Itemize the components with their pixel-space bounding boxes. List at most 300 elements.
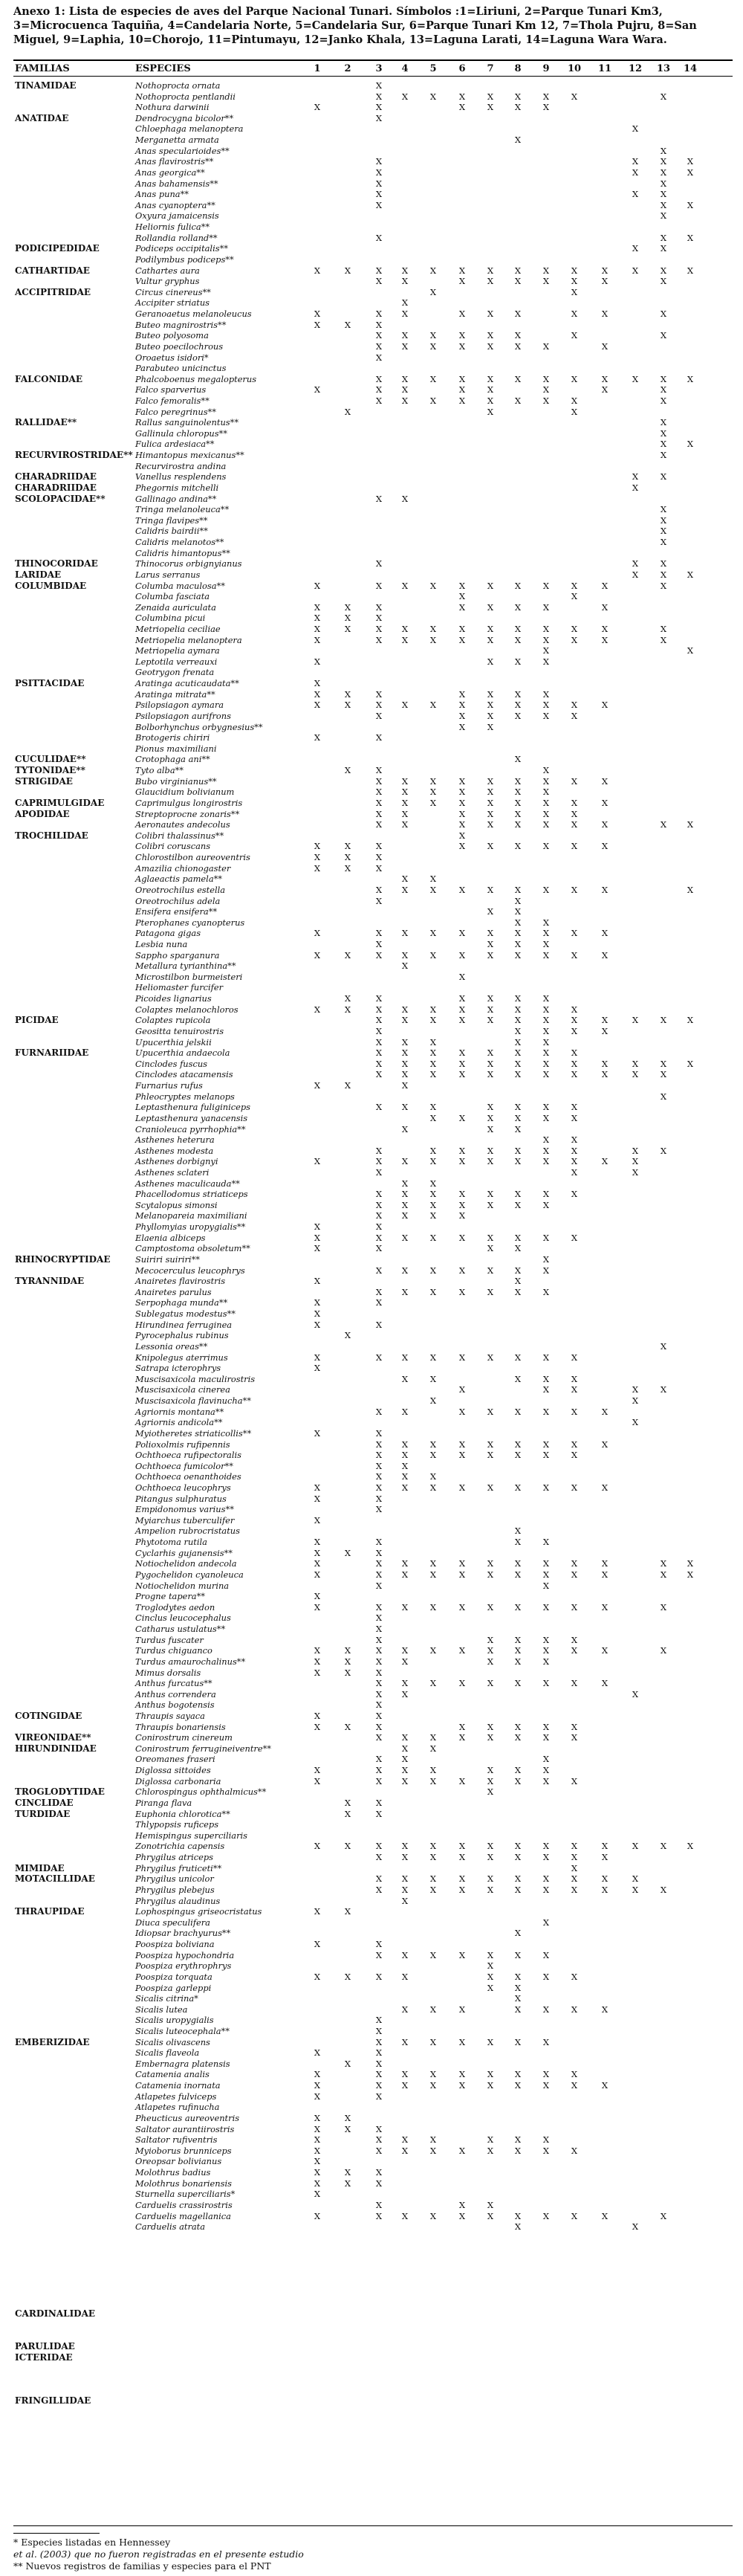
species-name: Ochthoeca fumicolor** — [135, 1460, 233, 1471]
presence-mark-site-5: X — [429, 1265, 437, 1276]
presence-mark-site-7: X — [487, 688, 494, 700]
presence-mark-site-9: X — [542, 1352, 550, 1363]
presence-mark-site-9: X — [542, 841, 550, 852]
presence-mark-site-4: X — [401, 775, 409, 787]
presence-mark-site-5: X — [429, 1569, 437, 1580]
presence-mark-site-3: X — [375, 373, 383, 384]
presence-mark-site-13: X — [660, 384, 667, 396]
species-name: Ochthoeca leucophrys — [135, 1482, 231, 1493]
presence-mark-site-3: X — [375, 1156, 383, 1167]
species-name: Hemispingus superciliaris — [135, 1830, 248, 1841]
species-name: Scytalopus simonsi — [135, 1199, 218, 1210]
family-label: TROGLODYTIDAE — [15, 1786, 105, 1798]
presence-mark-site-10: X — [571, 1145, 578, 1156]
presence-mark-site-6: X — [458, 949, 466, 961]
species-name: Aeronautes andecolus — [135, 819, 230, 830]
species-name: Cranioleuca pyrrhophia** — [135, 1123, 246, 1134]
table-bottom-rule — [13, 2525, 733, 2526]
presence-mark-site-7: X — [487, 1047, 494, 1059]
presence-mark-site-11: X — [601, 265, 609, 276]
presence-mark-site-4: X — [401, 297, 409, 309]
family-label: APODIDAE — [15, 808, 70, 819]
presence-mark-site-7: X — [487, 1145, 494, 1156]
presence-mark-site-9: X — [542, 1134, 550, 1146]
presence-mark-site-13: X — [660, 558, 667, 569]
presence-mark-site-10: X — [571, 1373, 578, 1384]
presence-mark-site-7: X — [487, 102, 494, 113]
species-name: Catamenia inornata — [135, 2080, 221, 2091]
presence-mark-site-5: X — [429, 884, 437, 895]
presence-mark-site-3: X — [375, 1645, 383, 1656]
presence-mark-site-5: X — [429, 1873, 437, 1885]
site-header-2: 2 — [344, 63, 351, 74]
presence-mark-site-13: X — [660, 439, 667, 450]
species-name: Thraupis sayaca — [135, 1711, 205, 1721]
presence-mark-site-1: X — [314, 2189, 321, 2200]
presence-mark-site-5: X — [429, 2069, 437, 2080]
presence-mark-site-8: X — [514, 265, 522, 276]
presence-mark-site-8: X — [514, 2134, 522, 2146]
presence-mark-site-6: X — [458, 1884, 466, 1895]
presence-mark-site-8: X — [514, 1645, 522, 1656]
species-name: Poospiza torquata — [135, 1971, 212, 1982]
presence-mark-site-3: X — [375, 1025, 383, 1036]
presence-mark-site-3: X — [375, 1601, 383, 1613]
presence-mark-site-7: X — [487, 1232, 494, 1243]
presence-mark-site-5: X — [429, 1210, 437, 1221]
presence-mark-site-1: X — [314, 2123, 321, 2134]
presence-mark-site-11: X — [601, 384, 609, 396]
presence-mark-site-6: X — [458, 1058, 466, 1069]
presence-mark-site-4: X — [401, 1873, 409, 1885]
footnote-2: et al. (2003) que no fueron registradas en el presente estudio — [13, 2548, 304, 2560]
presence-mark-site-8: X — [514, 1841, 522, 1852]
species-name: Saltator aurantiirostris — [135, 2123, 235, 2134]
presence-mark-site-3: X — [375, 1678, 383, 1689]
presence-mark-site-2: X — [344, 2058, 351, 2069]
presence-mark-site-4: X — [401, 2069, 409, 2080]
presence-mark-site-8: X — [514, 135, 522, 146]
presence-mark-site-2: X — [344, 1721, 351, 1732]
presence-mark-site-13: X — [660, 265, 667, 276]
species-name: Psilopsiagon aurifrons — [135, 710, 231, 721]
presence-mark-site-2: X — [344, 1330, 351, 1341]
species-name: Geranoaetus melanoleucus — [135, 309, 252, 320]
presence-mark-site-1: X — [314, 1591, 321, 1602]
species-name: Ochthoeca rufipectoralis — [135, 1450, 241, 1461]
presence-mark-site-8: X — [514, 906, 522, 917]
presence-mark-site-4: X — [401, 949, 409, 961]
species-name: Agriornis montana** — [135, 1406, 224, 1417]
presence-mark-site-6: X — [458, 1450, 466, 1461]
presence-mark-site-13: X — [660, 580, 667, 591]
presence-mark-site-3: X — [375, 1286, 383, 1297]
presence-mark-site-8: X — [514, 1993, 522, 2004]
species-name: Camptostoma obsoletum** — [135, 1243, 250, 1254]
species-name: Anas bahamensis** — [135, 178, 218, 189]
species-name: Agriornis andicola** — [135, 1417, 223, 1428]
presence-mark-site-2: X — [344, 1004, 351, 1015]
presence-mark-site-13: X — [660, 276, 667, 287]
family-label: COTINGIDAE — [15, 1711, 82, 1721]
presence-mark-site-9: X — [542, 819, 550, 830]
presence-mark-site-9: X — [542, 1373, 550, 1384]
presence-mark-site-1: X — [314, 1363, 321, 1374]
family-label: TURDIDAE — [15, 1808, 71, 1819]
presence-mark-site-6: X — [458, 1156, 466, 1167]
presence-mark-site-6: X — [458, 384, 466, 396]
presence-mark-site-7: X — [487, 1069, 494, 1080]
species-name: Aglaeactis pamela** — [135, 874, 222, 885]
presence-mark-site-8: X — [514, 634, 522, 645]
family-label: EMBERIZIDAE — [15, 2036, 90, 2047]
presence-mark-site-6: X — [458, 993, 466, 1004]
presence-mark-site-3: X — [375, 1569, 383, 1580]
species-name: Leptotila verreauxi — [135, 656, 218, 667]
presence-mark-site-6: X — [458, 1210, 466, 1221]
presence-mark-site-3: X — [375, 895, 383, 906]
presence-mark-site-1: X — [314, 1711, 321, 1721]
species-name: Heliomaster furcifer — [135, 982, 224, 993]
presence-mark-site-7: X — [487, 384, 494, 396]
presence-mark-site-4: X — [401, 1601, 409, 1613]
presence-mark-site-1: X — [314, 2069, 321, 2080]
presence-mark-site-1: X — [314, 1656, 321, 1667]
presence-mark-site-1: X — [314, 1906, 321, 1917]
presence-mark-site-6: X — [458, 1004, 466, 1015]
presence-mark-site-1: X — [314, 2210, 321, 2221]
presence-mark-site-3: X — [375, 2210, 383, 2221]
presence-mark-site-9: X — [542, 1450, 550, 1461]
presence-mark-site-4: X — [401, 884, 409, 895]
presence-mark-site-10: X — [571, 591, 578, 602]
species-name: Metriopelia melanoptera — [135, 634, 242, 645]
presence-mark-site-11: X — [601, 884, 609, 895]
presence-mark-site-6: X — [458, 1384, 466, 1395]
presence-mark-site-7: X — [487, 373, 494, 384]
species-name: Brotogeris chiriri — [135, 732, 210, 743]
presence-mark-site-5: X — [429, 874, 437, 885]
presence-mark-site-7: X — [487, 993, 494, 1004]
presence-mark-site-11: X — [601, 340, 609, 352]
presence-mark-site-4: X — [401, 1439, 409, 1450]
presence-mark-site-4: X — [401, 1688, 409, 1699]
presence-mark-site-8: X — [514, 884, 522, 895]
presence-mark-site-1: X — [314, 102, 321, 113]
presence-mark-site-6: X — [458, 1232, 466, 1243]
site-header-4: 4 — [401, 63, 409, 74]
species-name: Molothrus badius — [135, 2167, 211, 2178]
presence-mark-site-4: X — [401, 1373, 409, 1384]
presence-mark-site-3: X — [375, 765, 383, 776]
species-name: Rollandia rolland** — [135, 232, 218, 243]
presence-mark-site-13: X — [660, 373, 667, 384]
presence-mark-site-9: X — [542, 1265, 550, 1276]
presence-mark-site-1: X — [314, 2080, 321, 2091]
presence-mark-site-7: X — [487, 1406, 494, 1417]
species-name: Podilymbus podiceps** — [135, 254, 234, 265]
species-name: Anas specularioides** — [135, 145, 230, 156]
presence-mark-site-10: X — [571, 1406, 578, 1417]
presence-mark-site-4: X — [401, 2036, 409, 2047]
presence-mark-site-4: X — [401, 1884, 409, 1895]
species-name: Myiotheretes striaticollis** — [135, 1427, 252, 1439]
presence-mark-site-4: X — [401, 624, 409, 634]
species-name: Bubo virginianus** — [135, 775, 217, 787]
species-name: Chlorostilbon aureoventris — [135, 852, 250, 863]
presence-mark-site-1: X — [314, 1004, 321, 1015]
presence-mark-site-10: X — [571, 797, 578, 808]
presence-mark-site-12: X — [632, 1841, 639, 1852]
presence-mark-site-4: X — [401, 330, 409, 341]
family-label: STRIGIDAE — [15, 775, 73, 787]
species-name: Melanopareia maximiliani — [135, 1210, 247, 1221]
presence-mark-site-2: X — [344, 1808, 351, 1819]
site-header-7: 7 — [487, 63, 494, 74]
species-name: Pyrocephalus rubinus — [135, 1330, 229, 1341]
presence-mark-site-8: X — [514, 688, 522, 700]
presence-mark-site-7: X — [487, 1102, 494, 1113]
species-name: Falco femoralis** — [135, 395, 210, 406]
presence-mark-site-8: X — [514, 775, 522, 787]
presence-mark-site-4: X — [401, 1123, 409, 1134]
presence-mark-site-2: X — [344, 319, 351, 330]
presence-mark-site-5: X — [429, 928, 437, 939]
species-name: Atlapetes fulviceps — [135, 2091, 217, 2102]
presence-mark-site-14: X — [687, 232, 694, 243]
presence-mark-site-4: X — [401, 1841, 409, 1852]
presence-mark-site-10: X — [571, 1058, 578, 1069]
presence-mark-site-6: X — [458, 265, 466, 276]
presence-mark-site-8: X — [514, 1373, 522, 1384]
presence-mark-site-14: X — [687, 265, 694, 276]
presence-mark-site-6: X — [458, 1286, 466, 1297]
presence-mark-site-7: X — [487, 1852, 494, 1863]
species-name: Asthenes dorbignyi — [135, 1156, 218, 1167]
presence-mark-site-10: X — [571, 2145, 578, 2156]
presence-mark-site-7: X — [487, 1199, 494, 1210]
presence-mark-site-13: X — [660, 427, 667, 439]
presence-mark-site-6: X — [458, 91, 466, 102]
presence-mark-site-8: X — [514, 1232, 522, 1243]
presence-mark-site-2: X — [344, 949, 351, 961]
presence-mark-site-13: X — [660, 1645, 667, 1656]
presence-mark-site-11: X — [601, 2210, 609, 2221]
presence-mark-site-8: X — [514, 797, 522, 808]
species-name: Nothoprocta ornata — [135, 80, 221, 91]
presence-mark-site-9: X — [542, 580, 550, 591]
family-label: HIRUNDINIDAE — [15, 1743, 97, 1754]
presence-mark-site-2: X — [344, 1971, 351, 1982]
presence-mark-site-9: X — [542, 2210, 550, 2221]
presence-mark-site-3: X — [375, 1210, 383, 1221]
species-name: Columba maculosa** — [135, 580, 225, 591]
presence-mark-site-9: X — [542, 1537, 550, 1548]
presence-mark-site-9: X — [542, 1580, 550, 1591]
presence-mark-site-8: X — [514, 808, 522, 819]
presence-mark-site-1: X — [314, 1971, 321, 1982]
presence-mark-site-3: X — [375, 265, 383, 276]
presence-mark-site-5: X — [429, 1189, 437, 1200]
species-name: Ampelion rubrocristatus — [135, 1526, 240, 1537]
presence-mark-site-3: X — [375, 852, 383, 863]
species-name: Ensifera ensifera** — [135, 906, 218, 917]
presence-mark-site-11: X — [601, 634, 609, 645]
presence-mark-site-7: X — [487, 1004, 494, 1015]
presence-mark-site-12: X — [632, 1058, 639, 1069]
presence-mark-site-6: X — [458, 1189, 466, 1200]
presence-mark-site-8: X — [514, 841, 522, 852]
presence-mark-site-7: X — [487, 906, 494, 917]
presence-mark-site-6: X — [458, 1645, 466, 1656]
family-label: ACCIPITRIDAE — [15, 286, 91, 297]
presence-mark-site-4: X — [401, 1732, 409, 1743]
presence-mark-site-3: X — [375, 1939, 383, 1950]
presence-mark-site-8: X — [514, 1873, 522, 1885]
presence-mark-site-10: X — [571, 1678, 578, 1689]
species-name: Colibri coruscans — [135, 841, 211, 852]
presence-mark-site-7: X — [487, 1678, 494, 1689]
species-name: Anthus bogotensis — [135, 1699, 215, 1711]
presence-mark-site-7: X — [487, 938, 494, 949]
presence-mark-site-8: X — [514, 1537, 522, 1548]
presence-mark-site-10: X — [571, 276, 578, 287]
presence-mark-site-12: X — [632, 471, 639, 482]
species-name: Conirostrum cinereum — [135, 1732, 233, 1743]
presence-mark-site-7: X — [487, 1873, 494, 1885]
species-name: Buteo poecilochrous — [135, 340, 224, 352]
presence-mark-site-3: X — [375, 2091, 383, 2102]
species-name: Merganetta armata — [135, 135, 219, 146]
presence-mark-site-9: X — [542, 1036, 550, 1047]
presence-mark-site-10: X — [571, 406, 578, 417]
species-name: Atlapetes rufinucha — [135, 2102, 220, 2113]
presence-mark-site-14: X — [687, 1015, 694, 1026]
species-name: Asthenes modesta — [135, 1145, 214, 1156]
site-header-11: 11 — [597, 63, 612, 74]
presence-mark-site-5: X — [429, 1558, 437, 1569]
presence-mark-site-8: X — [514, 1112, 522, 1123]
species-name: Elaenia albiceps — [135, 1232, 206, 1243]
presence-mark-site-14: X — [687, 884, 694, 895]
presence-mark-site-5: X — [429, 1841, 437, 1852]
presence-mark-site-3: X — [375, 862, 383, 874]
presence-mark-site-7: X — [487, 1482, 494, 1493]
presence-mark-site-4: X — [401, 1949, 409, 1960]
species-name: Diglossa sittoides — [135, 1765, 211, 1776]
presence-mark-site-3: X — [375, 340, 383, 352]
species-name: Phrygilus plebejus — [135, 1884, 215, 1895]
presence-mark-site-3: X — [375, 1439, 383, 1450]
species-name: Poospiza boliviana — [135, 1939, 215, 1950]
presence-mark-site-7: X — [487, 340, 494, 352]
presence-mark-site-4: X — [401, 384, 409, 396]
presence-mark-site-6: X — [458, 928, 466, 939]
species-name: Asthenes maculicauda** — [135, 1178, 240, 1189]
species-name: Himantopus mexicanus** — [135, 450, 244, 461]
presence-mark-site-3: X — [375, 624, 383, 634]
presence-mark-site-4: X — [401, 395, 409, 406]
presence-mark-site-8: X — [514, 395, 522, 406]
presence-mark-site-3: X — [375, 1732, 383, 1743]
species-name: Oreotrochilus estella — [135, 884, 226, 895]
presence-mark-site-10: X — [571, 1732, 578, 1743]
species-name: Carduelis crassirostris — [135, 2199, 233, 2210]
presence-mark-site-7: X — [487, 330, 494, 341]
presence-mark-site-13: X — [660, 243, 667, 254]
presence-mark-site-10: X — [571, 1721, 578, 1732]
presence-mark-site-1: X — [314, 1482, 321, 1493]
species-name: Microstilbon burmeisteri — [135, 971, 243, 982]
presence-mark-site-4: X — [401, 1015, 409, 1026]
species-name: Falco sparverius — [135, 384, 207, 396]
presence-mark-site-10: X — [571, 841, 578, 852]
presence-mark-site-1: X — [314, 678, 321, 689]
presence-mark-site-9: X — [542, 2080, 550, 2091]
presence-mark-site-3: X — [375, 1297, 383, 1308]
presence-mark-site-9: X — [542, 1482, 550, 1493]
presence-mark-site-11: X — [601, 775, 609, 787]
presence-mark-site-3: X — [375, 189, 383, 200]
presence-mark-site-9: X — [542, 340, 550, 352]
presence-mark-site-8: X — [514, 1406, 522, 1417]
presence-mark-site-8: X — [514, 2080, 522, 2091]
presence-mark-site-2: X — [344, 2178, 351, 2189]
presence-mark-site-6: X — [458, 819, 466, 830]
species-name: Falco peregrinus** — [135, 406, 216, 417]
species-name: Chloephaga melanoptera — [135, 123, 244, 135]
presence-mark-site-6: X — [458, 601, 466, 613]
header-familias: FAMILIAS — [15, 63, 70, 74]
presence-mark-site-8: X — [514, 1775, 522, 1786]
species-name: Notiochelidon andecola — [135, 1558, 237, 1569]
species-name: Sturnella superciliaris* — [135, 2189, 236, 2200]
presence-mark-site-9: X — [542, 1971, 550, 1982]
presence-mark-site-8: X — [514, 787, 522, 798]
presence-mark-site-8: X — [514, 819, 522, 830]
presence-mark-site-5: X — [429, 330, 437, 341]
presence-mark-site-4: X — [401, 493, 409, 504]
presence-mark-site-6: X — [458, 373, 466, 384]
presence-mark-site-14: X — [687, 167, 694, 178]
presence-mark-site-5: X — [429, 787, 437, 798]
presence-mark-site-10: X — [571, 1102, 578, 1113]
presence-mark-site-9: X — [542, 797, 550, 808]
presence-mark-site-6: X — [458, 2145, 466, 2156]
presence-mark-site-5: X — [429, 1015, 437, 1026]
presence-mark-site-6: X — [458, 1047, 466, 1059]
presence-mark-site-6: X — [458, 1112, 466, 1123]
presence-mark-site-5: X — [429, 265, 437, 276]
presence-mark-site-4: X — [401, 1036, 409, 1047]
presence-mark-site-4: X — [401, 700, 409, 711]
species-name: Oreopsar bolivianus — [135, 2156, 222, 2167]
presence-mark-site-8: X — [514, 1015, 522, 1026]
presence-mark-site-3: X — [375, 102, 383, 113]
presence-mark-site-11: X — [601, 1406, 609, 1417]
presence-mark-site-1: X — [314, 2167, 321, 2178]
presence-mark-site-2: X — [344, 1547, 351, 1558]
presence-mark-site-3: X — [375, 1482, 383, 1493]
presence-mark-site-1: X — [314, 656, 321, 667]
presence-mark-site-10: X — [571, 1112, 578, 1123]
presence-mark-site-8: X — [514, 2069, 522, 2080]
presence-mark-site-2: X — [344, 993, 351, 1004]
presence-mark-site-12: X — [632, 482, 639, 493]
species-name: Tringa melanoleuca** — [135, 504, 230, 515]
presence-mark-site-3: X — [375, 167, 383, 178]
species-name: Calidris melanotos** — [135, 537, 224, 548]
